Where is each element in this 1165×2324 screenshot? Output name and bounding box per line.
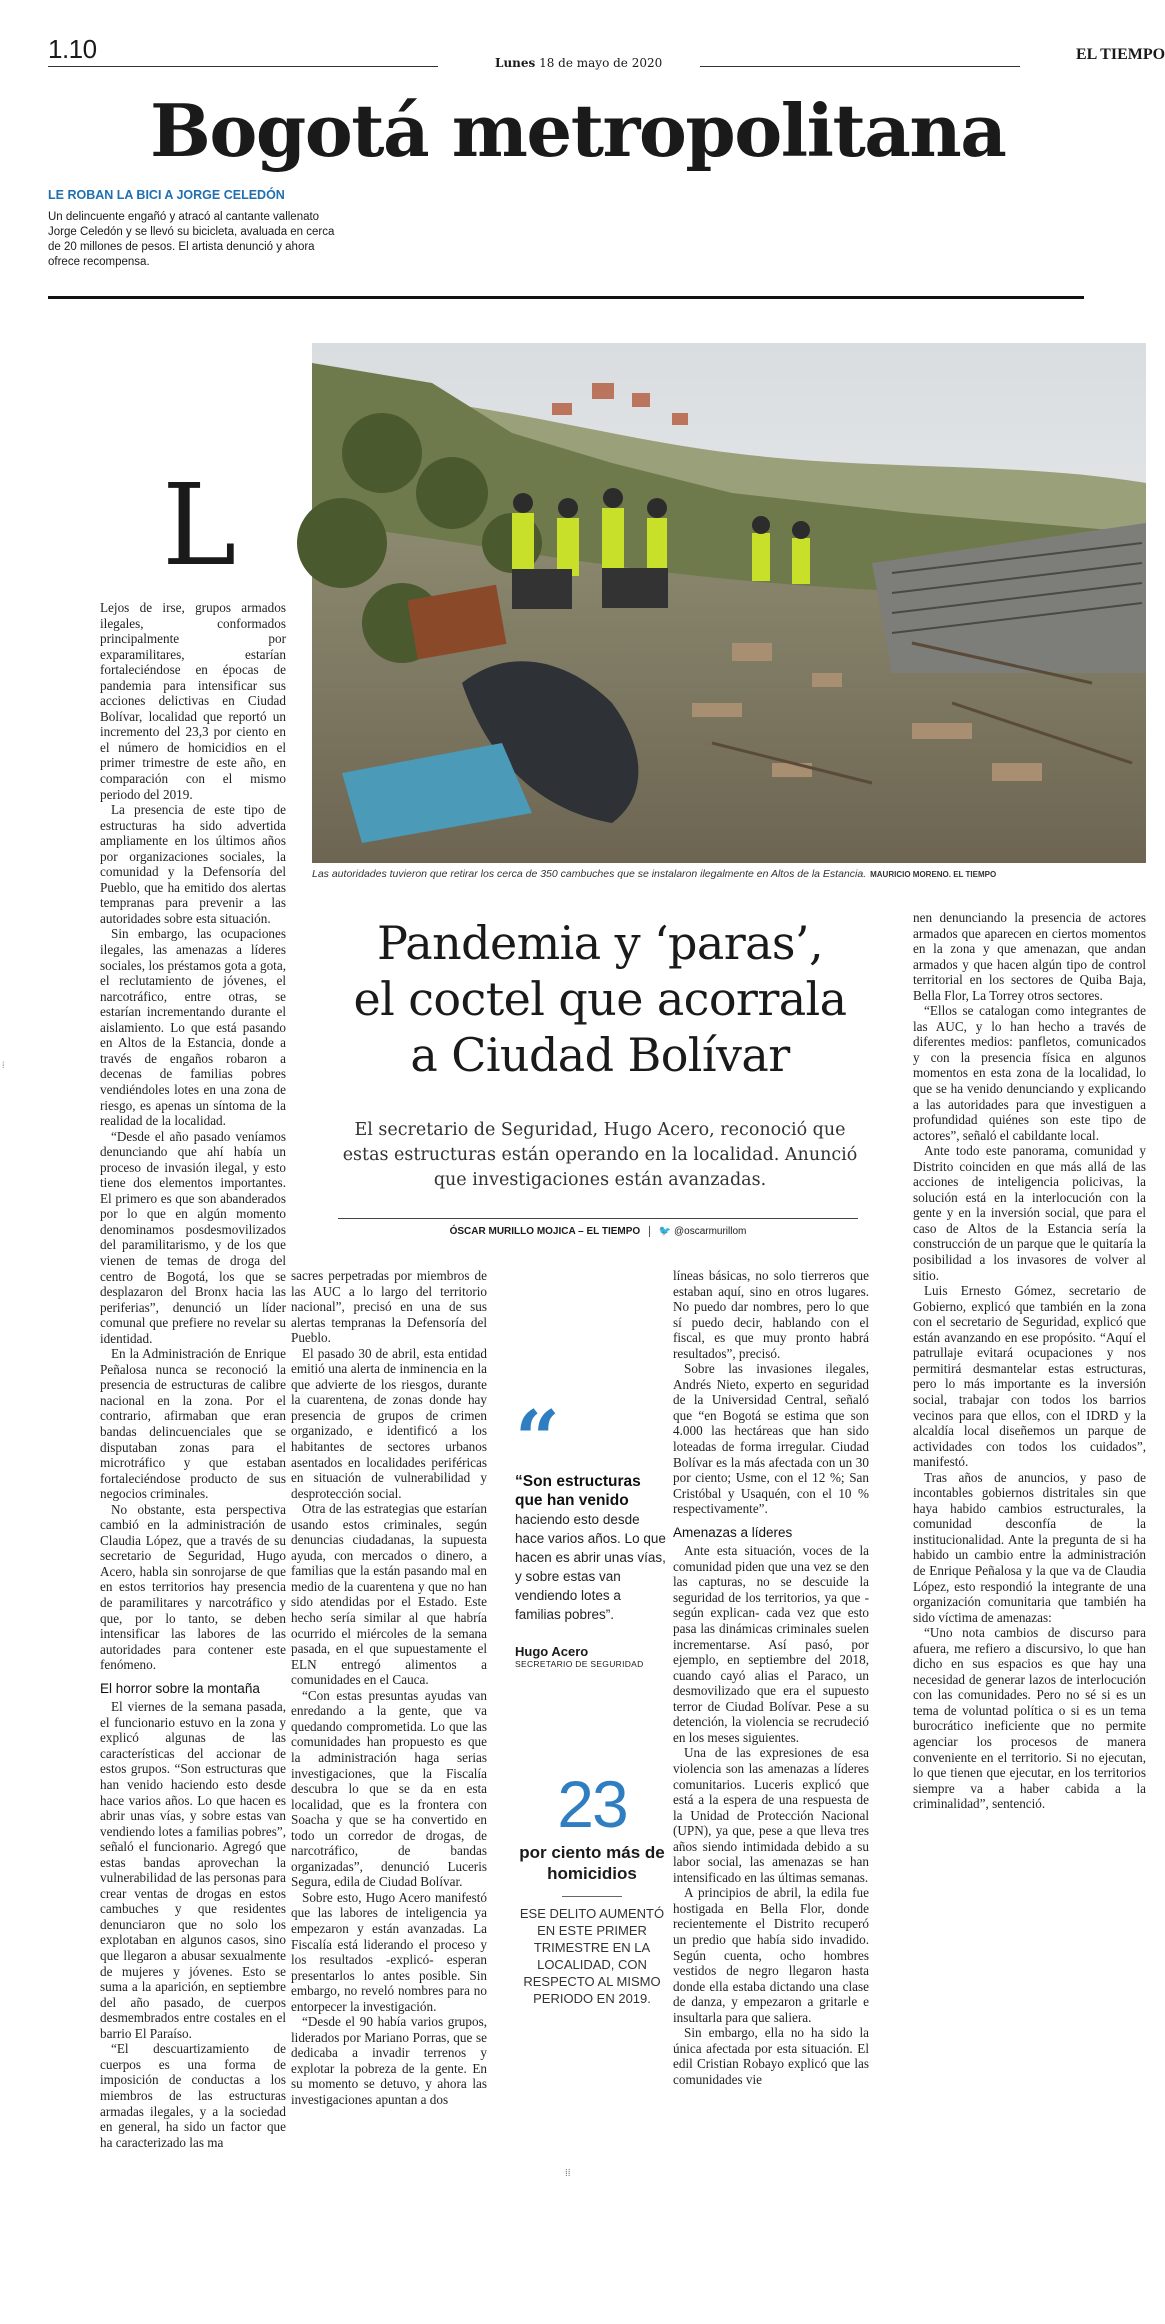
- paragraph: Lejos de irse, grupos armados ilegales, conformados principalmente por exparamilitares, estarían fortaleciéndose en épocas de pandemia para intensificar sus acciones delictivas en Ciudad Bolívar, localidad que reportó un incremento del 23,3 por ciento en el número de homicidios en el primer trimestre de este año, en comparación con el mismo periodo del 2019.: [100, 600, 286, 802]
- paragraph: Una de las expresiones de esa violencia son las amenazas a líderes comunitarios. Luceris explicó que está a la espera de una respuesta de la Unidad de Protección Nacional (UPN), ya que, pese a que lleva tres años siendo intimidada debido a su labor social, las amenazas se han intensificado en las últimas semanas.: [673, 1745, 869, 1885]
- date-rest: 18 de mayo de 2020: [535, 56, 663, 70]
- teaser-kicker: LE ROBAN LA BICI A JORGE CELEDÓN: [48, 188, 285, 202]
- print-registration-mark: ⁞⁞: [565, 2168, 571, 2179]
- stat-box: [515, 1767, 669, 2007]
- photo-caption: [312, 868, 1146, 880]
- masthead: EL TIEMPO: [1076, 46, 1165, 63]
- paragraph: Sin embargo, ella no ha sido la única afectada por esta situación. El edil Cristian Robayo explicó que las comunidades vie: [673, 2025, 869, 2087]
- paragraph: “Desde el año pasado veníamos denunciando que ahí había un proceso de invasión ilegal, y esto tiene dos elementos importantes. El primero es que son abanderados por lo que en algún momento denominamos posdesmovilizados del paramilitarismo, y de los que vienen de temas de droga del centro de Bogotá, los que se desplazaron del Bronx hacia las periferias”, denunció un líder comunal que prefiere no revelar su identidad.: [100, 1128, 286, 1346]
- byline: [338, 1226, 858, 1237]
- quote-icon: “: [515, 1394, 560, 1485]
- paragraph: líneas básicas, no solo tierreros que estaban aquí, sino en otros lugares. No puedo dar nombres, pero lo que sí puedo decir, hablando con el fiscal, es que muy pronto habrá resultados”, precisó.: [673, 1268, 869, 1361]
- paragraph: Otra de las estrategias que estarían usando estos criminales, según denuncias ciudadanas, la supuesta ayuda, con mercados o dinero, a familias que la están pasando mal en medio de la cuarentena y que no han sido atendidas por el Estado. Este hecho sería similar al que habría ocurrido el miércoles de la semana pasada, en el que supuestamente el ELN entregó alimentos a comunidades en el Cauca.: [291, 1501, 487, 1688]
- header-rule-left: [48, 66, 438, 67]
- paragraph: Ante esta situación, voces de la comunidad piden que una vez se den las capturas, no se descuide la seguridad de los territorios, ya que -según explican- cada vez que esto pasa las dinámicas criminales suelen incrementarse. Así pasó, por ejemplo, en septiembre del 2018, cuando cayó alias el Paraco, un desmovilizado que era el supuesto terror de Ciudad Bolívar. Pese a su detención, la violencia se recrudeció en los meses siguientes.: [673, 1543, 869, 1745]
- paragraph: Sin embargo, las ocupaciones ilegales, las amenazas a líderes sociales, los préstamos gota a gota, el reclutamiento de jóvenes, el narcotráfico, entre otras, se estarían incrementando durante el aislamiento. Lo que está pasando en Altos de la Estancia, donde a través de engaños robaron a decenas de familias pobres vendiéndoles lotes en una zona de riesgo, es apenas un síntoma de la realidad de la localidad.: [100, 926, 286, 1129]
- paragraph: Tras años de anuncios, y paso de incontables gobiernos distritales sin que haya habido cambios estructurales, la comunidad desconfía de la institucionalidad. Ante la pregunta de si ha habido un cambio entre la administración de Enrique Peñalosa y la que va de Claudia López, esto respondió la integrante de una organización comunitaria que también ha sido víctima de amenazas:: [913, 1469, 1146, 1625]
- teaser-body: Un delincuente engañó y atracó al cantante vallenato Jorge Celedón y se llevó su bicicleta, avaluada en cerca de 20 millones de pesos. El artista denunció y ahora ofrece recompensa.: [48, 211, 335, 268]
- article-column-3: [673, 1268, 869, 2218]
- section-divider: [48, 296, 1084, 299]
- quote-text: haciendo esto desde hace varios años. Lo que hacen es abrir unas vías, y sobre estas van vendiendo lotes a familias pobres”.: [515, 1512, 666, 1622]
- hillside-eviction-photo: [312, 343, 1146, 863]
- article-column-4: [913, 910, 1146, 2220]
- paragraph: Ante todo este panorama, comunidad y Distrito coinciden en que más allá de las acciones de inteligencia policivas, la solución está en la interlocución con la gente y en la inversión social, que para el caso de Altos de la Estancia sería la construcción de un parque que le quitaría la posibilidad a los invasores de volver al sitio.: [913, 1143, 1146, 1283]
- paragraph: A principios de abril, la edila fue hostigada en Bella Flor, donde recientemente el Distrito recuperó un predio que había sido invadido. Según cuenta, ocho hombres vestidos de negro llegaron hasta donde ella estaba dictando una clase de danza, y empezaron a gritarle e insultarla para que saliera.: [673, 1885, 869, 2025]
- teaser: [48, 188, 338, 270]
- quote-author-role: SECRETARIO DE SEGURIDAD: [515, 1659, 644, 1669]
- stat-number: 23: [557, 1767, 627, 1841]
- paragraph: En la Administración de Enrique Peñalosa nunca se reconoció la presencia de estructuras de calibre nacional en la zona. Por el contrario, afirmaban que eran bandas delincuenciales que se disputaban zonas para el microtráfico y que estaban fortaleciéndose producto de sus negocios criminales.: [100, 1346, 286, 1502]
- date-day: Lunes: [495, 56, 536, 70]
- paragraph: El pasado 30 de abril, esta entidad emitió una alerta de inminencia en la que advierte de los riesgos, durante la cuarentena, de zonas donde hay presencia de grupos de crimen organizado, e identificó a los habitantes de sectores urbanos asentados en localidades periféricas en situación de vulnerabilidad y desprotección social.: [291, 1345, 487, 1501]
- article-column-1: [100, 600, 286, 2220]
- paragraph: nen denunciando la presencia de actores armados que aparecen en ciertos momentos en la zona y que amenazan, que andan armados y que hacen algún tipo de control territorial en los sectores de Quiba Baja, Bella Flor, La Torrey otros sectores.: [913, 910, 1146, 1003]
- twitter-handle[interactable]: @oscarmurillom: [673, 1226, 747, 1238]
- page-folio: 1.10: [48, 34, 97, 64]
- twitter-icon: 🐦: [658, 1226, 672, 1238]
- paragraph: No obstante, esta perspectiva cambió en la administración de Claudia López, que a través de su secretario de Seguridad, Hugo Acero, habla sin sonrojarse de que en estos territorios hay presencia de paramilitares y narcotráfico y que, por lo tanto, se deben intensificar las labores de las autoridades para contener este fenómeno.: [100, 1501, 286, 1673]
- headline-line: Pandemia y ‘paras’,: [377, 916, 823, 970]
- paragraph: El viernes de la semana pasada, el funcionario estuvo en la zona y explicó algunas de las características del accionar de estos grupos. “Son estructuras que han venido haciendo esto desde hace varios años. Lo que hacen es abrir unas vías, y sobre estas van vendiendo lotes a familias pobres”, señaló el funcionario. Agregó que estas bandas aprovechan la vulnerabilidad de las personas para crear ventas de drogas en estos cambuches y que residentes denunciaron que no solo los explotaban en algunos casos, sino que llegaron a abusar sexualmente de mujeres y jóvenes. Esto se suma a la aparición, en septiembre del año pasado, de cuerpos desmembrados entre costales en el barrio El Paraíso.: [100, 1699, 286, 2041]
- lead-photo: [312, 343, 1146, 863]
- paragraph: Luis Ernesto Gómez, secretario de Gobierno, explicó que también en la zona con el secretario de Seguridad, explicó que están avanzando en ese propósito. “Aquí el patrullaje evitará ocupaciones y nos permitirá desmantelar estas estructuras, pero lo más importante es la inversión social, trabajar con todos los barrios vecinos para que ellos, con el IDRD y la alcaldía local diseñemos un parque de actividades con todos los cuidados”, manifestó.: [913, 1283, 1146, 1470]
- stat-label: por ciento más de homicidios: [519, 1843, 665, 1883]
- paragraph: “Uno nota cambios de discurso para afuera, me refiero a discursivo, lo que han dicho en sus espacios es que hay una necesidad de generar lazos de interlocución con las comunidades. Pero no sé si es un tema de voluntad política o si es un tema burocrático ineficiente que no permite agenciar los procesos de manera conveniente en el territorio. Si no ejecutan, lo que tienen que ejecutar, en los territorios siempre va a haber cabida a la criminalidad”, sentenció.: [913, 1625, 1146, 1812]
- paragraph: “Ellos se catalogan como integrantes de las AUC, y lo han hecho a través de diferentes medios: panfletos, comunicados y con la presencia física en algunos momentos en esta zona de la localidad, lo que se ha venido denunciando y explicando a las autoridades para que investiguen a profundidad quiénes son este tipo de actores”, señaló el cabildante local.: [913, 1003, 1146, 1143]
- headline: [320, 915, 880, 1083]
- quote-author: Hugo Acero: [515, 1644, 589, 1659]
- paragraph: “Desde el 90 había varios grupos, liderados por Mariano Porras, que se dedicaba a invadir terrenos y explotar la pobreza de la gente. En su momento se detuvo, y ahora las investigaciones apuntan a dos: [291, 2014, 487, 2107]
- stat-text: ESE DELITO AUMENTÓ EN ESTE PRIMER TRIMESTRE EN LA LOCALIDAD, CON RESPECTO AL MISMO PERIODO EN 2019.: [519, 1906, 665, 2006]
- byline-separator: [649, 1226, 650, 1237]
- header-rule-right: [700, 66, 1020, 67]
- byline-rule: [338, 1218, 858, 1219]
- paragraph: Sobre esto, Hugo Acero manifestó que las labores de inteligencia ya empezaron y están avanzadas. La Fiscalía está liderando el proceso y los resultados -explicó- esperan presentarlos lo antes posible. Sin embargo, no reveló nombres para no entorpecer la investigación.: [291, 1889, 487, 2014]
- paragraph: “Con estas presuntas ayudas van enredando a la gente, que va quedando comprometida. Lo que las comunidades han propuesto es que la administración haga serias investigaciones, que la Fiscalía descubra lo que se da en esta localidad, que es la frontera con Soacha y que se ha convertido en todo un corredor de drogas, de narcotráfico, de bandas organizadas”, denunció Luceris Segura, edila de Ciudad Bolívar.: [291, 1687, 487, 1890]
- margin-mark: ⁞: [2, 1061, 5, 1071]
- pull-quote: [515, 1394, 669, 1669]
- byline-author: ÓSCAR MURILLO MOJICA – EL TIEMPO: [449, 1226, 641, 1238]
- dateline: [495, 56, 662, 70]
- caption-text: Las autoridades tuvieron que retirar los cerca de 350 cambuches que se instalaron ilegalmente en Altos de la Estancia.: [312, 868, 867, 880]
- quote-lead: “Son estructuras que han venido: [515, 1473, 641, 1509]
- deck: El secretario de Seguridad, Hugo Acero, reconoció que estas estructuras están operando en la localidad. Anunció que investigaciones están avanzadas.: [342, 1120, 858, 1190]
- drop-cap: L: [162, 461, 237, 591]
- paragraph: “El descuartizamiento de cuerpos es una forma de imposición de conductas a los miembros de las estructuras armadas ilegales, y a la sociedad en general, ha sido un factor que ha caracterizado las ma: [100, 2041, 286, 2150]
- paragraph: Sobre las invasiones ilegales, Andrés Nieto, experto en seguridad de la Universidad Central, señaló que “en Bogotá se estima que son 4.000 las hectáreas que han sido loteadas de forma irregular. Ciudad Bolívar es la más afectada con un 30 por ciento; Usme, con el 12 %; San Cristóbal y Usaquén, con el 10 % respectivamente”.: [673, 1361, 869, 1517]
- headline-line: el coctel que acorrala: [353, 972, 847, 1026]
- photo-credit: MAURICIO MORENO. EL TIEMPO: [870, 870, 997, 879]
- section-title: Bogotá metropolitana: [150, 88, 1006, 173]
- headline-line: a Ciudad Bolívar: [410, 1028, 790, 1082]
- article-column-2: [291, 1268, 487, 2218]
- subhead: El horror sobre la montaña: [100, 1680, 260, 1696]
- paragraph: La presencia de este tipo de estructuras ha sido advertida ampliamente en los últimos años por organizaciones sociales, la comunidad y la Defensoría del Pueblo, que ha emitido dos alertas tempranas para prevenir a las autoridades sobre esta situación.: [100, 802, 286, 926]
- subhead: Amenazas a líderes: [673, 1524, 793, 1540]
- paragraph: sacres perpetradas por miembros de las AUC a lo largo del territorio nacional”, precisó en una de sus alertas tempranas la Defensoría del Pueblo.: [291, 1268, 487, 1346]
- stat-divider: [562, 1896, 622, 1897]
